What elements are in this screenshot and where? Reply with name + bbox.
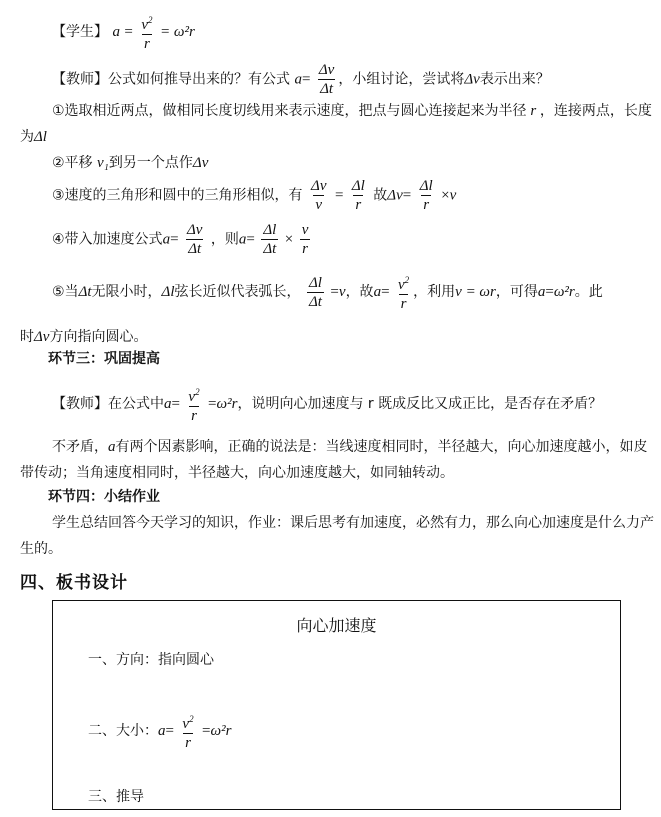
para-1-line-1: 不矛盾，a有两个因素影响，正确的说法是：当线速度相同时，半径越大，向心加速度越小，如皮 bbox=[52, 439, 648, 455]
step-4: ④带入加速度公式a= $\frac{\Delta v}{\Delta t}$ ，则a= $\frac{\Delta l}{\Delta t}$ × $\frac{v}{r}$ bbox=[52, 222, 309, 257]
para-2-line-1: 学生总结回答今天学习的知识，作业：课后思考有加速度，必然有力，那么向心加速度是什么力产 bbox=[52, 515, 654, 531]
section-4-title: 环节四：小结作业 bbox=[48, 489, 160, 505]
step-1: ①选取相近两点，做相同长度切线用来表示速度，把点与圆心连接起来为半径 r ，连接两点，长度 bbox=[52, 103, 652, 119]
teacher-line-2: 【教师】在公式中a= $\frac{v^2}{r}$ =ω²r，说明向心加速度与 r 既成反比又成正比，是否存在矛盾？ bbox=[52, 387, 603, 424]
para-1-line-2: 带传动；当角速度相同时，半径越大，向心加速度越大，如同轴转动。 bbox=[20, 465, 454, 481]
step-3: ③速度的三角形和圆中的三角形相似，有 $\frac{\Delta v}{v}$ = $\frac{\Delta l}{r}$ 故Δv= $\frac{\Delta l}{r}$ ×v bbox=[52, 178, 457, 213]
section-3-title: 环节三：巩固提高 bbox=[48, 351, 160, 367]
board-title: 向心加速度 bbox=[296, 616, 377, 635]
teacher-line-1: 【教师】公式如何推导出来的？有公式 a= $\frac{\Delta v}{\Delta t}$ ，小组讨论，尝试将Δv表示出来？ bbox=[52, 62, 550, 97]
board-item-magnitude: 二、大小：a= $\frac{v^2}{r}$ =ω²r bbox=[88, 714, 232, 751]
step-5: ⑤当Δt无限小时，Δl弦长近似代表弧长， $\frac{\Delta l}{\Delta t}$ =v，故a= $\frac{v^2}{r}$ ，利用v = ωr，可得a=ω²r。此 bbox=[52, 274, 603, 312]
para-2-line-2: 生的。 bbox=[20, 541, 62, 557]
fraction-v2-over-r: $\frac{v^2}{r}$ bbox=[141, 15, 153, 52]
board-box bbox=[52, 600, 621, 810]
student-tag: 【学生】 bbox=[52, 24, 108, 40]
step-5-cont: 时Δv方向指向圆心。 bbox=[20, 329, 148, 345]
board-heading: 四、板书设计 bbox=[20, 573, 128, 593]
student-line: 【学生】 a = $\frac{v^2}{r}$ = ω²r bbox=[52, 12, 195, 52]
board-item-derivation: 三、推导 bbox=[88, 789, 144, 805]
step-1-cont: 为Δl bbox=[20, 129, 47, 145]
board-item-direction: 一、方向：指向圆心 bbox=[88, 652, 214, 668]
fraction-dv-over-dt: $\frac{\Delta v}{\Delta t}$ bbox=[318, 62, 335, 97]
step-2: ②平移 v₁到另一个点作Δv bbox=[52, 155, 209, 171]
